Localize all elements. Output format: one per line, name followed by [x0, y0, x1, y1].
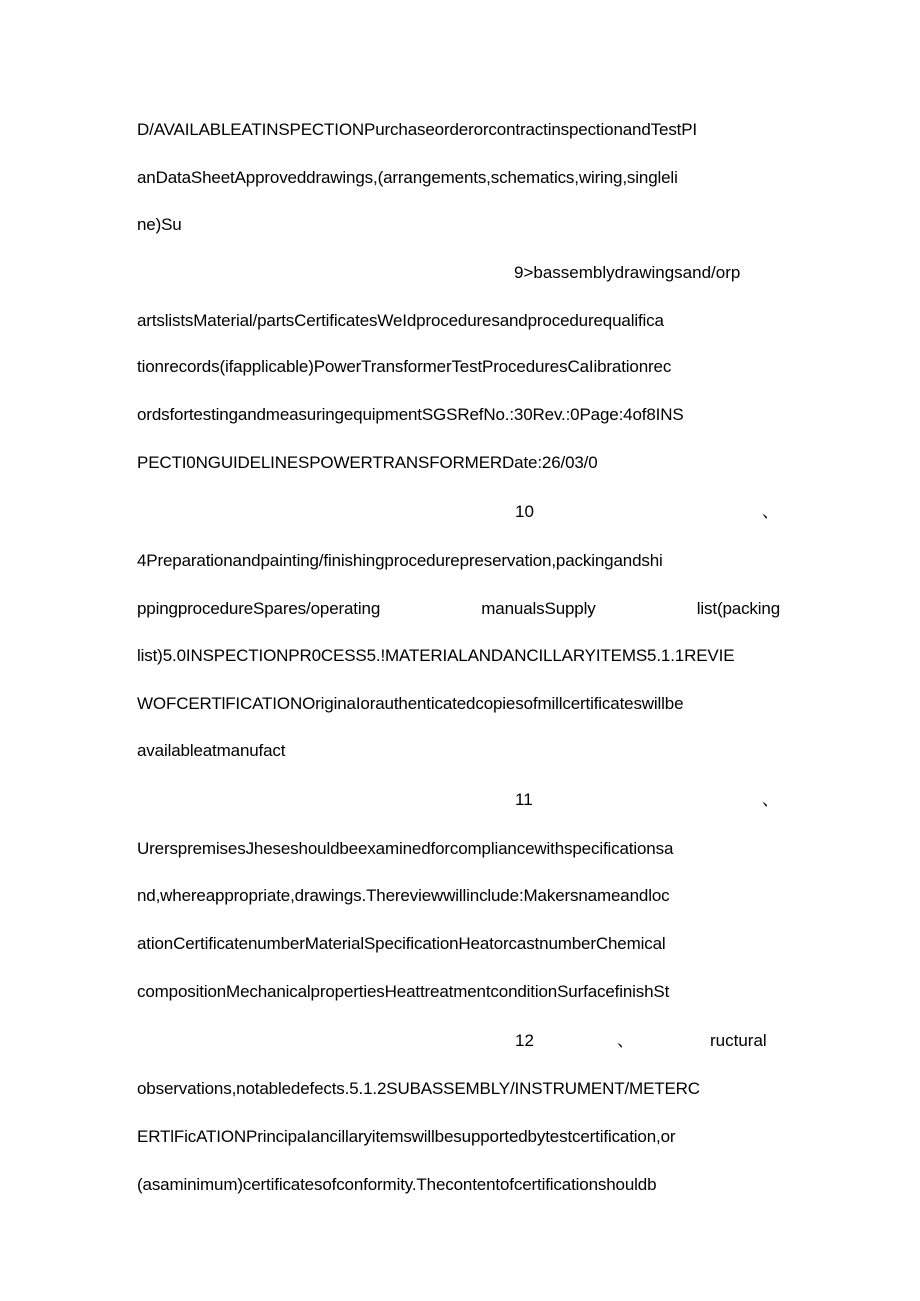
text-line: PECTI0NGUIDELINESPOWERTRANSFORMERDate:26/03/0 — [137, 453, 598, 472]
text-line: ordsfortestingandmeasuringequipmentSGSRefNo.:30Rev.:0Page:4of8INS — [137, 405, 684, 424]
page-number: 10 — [515, 502, 534, 521]
text-line-fragment: 9>bassemblydrawingsand/orp — [514, 263, 741, 282]
text-line-fragment: ructural — [710, 1031, 767, 1050]
text-line: list)5.0INSPECTIONPR0CESS5.!MATERIALANDANCILLARYITEMS5.1.1REVIE — [137, 646, 735, 665]
text-line: observations,notabledefects.5.1.2SUBASSEMBLY/INSTRUMENT/METERC — [137, 1079, 700, 1098]
text-line: nd,whereappropriate,drawings.Thereviewwillinclude:Makersnameandloc — [137, 886, 670, 905]
text-line: availableatmanufact — [137, 741, 286, 760]
text-word: ppingprocedureSpares/operating — [137, 599, 381, 618]
text-line: ationCertificatenumberMaterialSpecificationHeatorcastnumberChemical — [137, 934, 666, 953]
text-line: D/AVAILABLEATINSPECTIONPurchaseorderorcontractinspectionandTestPI — [137, 120, 697, 139]
text-word: list(packing — [696, 599, 780, 618]
text-line: artslistsMaterial/partsCertificatesWeIdproceduresandprocedurequalifica — [137, 311, 664, 330]
text-line: 4Preparationandpainting/finishingprocedurepreservation,packingandshi — [137, 551, 663, 570]
page-marker: 、 — [617, 1031, 634, 1050]
justified-text-line — [137, 597, 780, 621]
text-line: (asaminimum)certificatesofconformity.Thecontentofcertificationshouldb — [137, 1175, 657, 1194]
text-line: compositionMechanicalpropertiesHeattreatmentconditionSurfacefinishSt — [137, 982, 670, 1001]
text-line: anDataSheetApproveddrawings,(arrangements,schematics,wiring,singleli — [137, 168, 678, 187]
text-line: UrerspremisesJheseshouldbeexaminedforcompliancewithspecificationsa — [137, 839, 674, 858]
text-word: manualsSupply — [481, 599, 596, 618]
text-line: tionrecords(ifapplicable)PowerTransformerTestProceduresCaIibrationrec — [137, 357, 672, 376]
page-number: 12 — [515, 1031, 534, 1050]
page-marker: 、 — [762, 790, 779, 809]
text-line: ERTlFicATIONPrincipaIancillaryitemswillbesupportedbytestcertification,or — [137, 1127, 676, 1146]
text-line: WOFCERTlFICATIONOriginaIorauthenticatedcopiesofmillcertificateswillbe — [137, 694, 684, 713]
page-marker: 、 — [762, 502, 779, 521]
text-line: ne)Su — [137, 215, 182, 234]
page-number: 11 — [515, 790, 533, 809]
